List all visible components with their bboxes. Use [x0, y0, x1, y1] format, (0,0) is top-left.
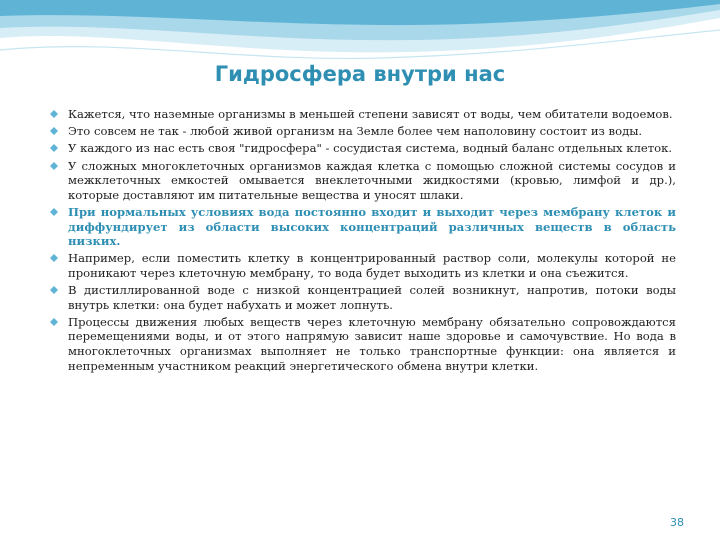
bullet-text: Процессы движения любых веществ через клеточную мембрану обязательно сопровождаются перемещениями воды, и от этого напрямую зависит наше здоровье и самочувствие. Но вода в многоклеточных организмах выполняет не только транспортные функции: она является и непременным участником реакций энергетического обмена внутри клетки. — [68, 314, 676, 373]
bullet-diamond-icon — [50, 144, 58, 152]
bullet-text: При нормальных условиях вода постоянно входит и выходит через мембрану клеток и диффундирует из области высоких концентраций различных веществ в область низких. — [68, 204, 676, 249]
bullet-item — [46, 315, 676, 373]
page-number: 38 — [670, 516, 684, 529]
bullet-text: В дистиллированной воде с низкой концентрацией солей возникнут, напротив, потоки воды внутрь клетки: она будет набухать и может лопнуть. — [68, 283, 676, 312]
bullet-text: У сложных многоклеточных организмов каждая клетка с помощью сложной системы сосудов и межклеточных емкостей омывается внеклеточными жидкостями (кровью, лимфой и др.), которые доставляют им питательные вещества и уносят шлаки. — [68, 158, 676, 202]
bullet-list — [46, 107, 676, 376]
bullet-item — [46, 283, 676, 312]
bullet-item — [46, 205, 676, 249]
bullet-text: Кажется, что наземные организмы в меньшей степени зависят от воды, чем обитатели водоемов. — [68, 107, 673, 121]
header-wave-decoration — [0, 0, 720, 110]
bullet-diamond-icon — [50, 318, 58, 326]
bullet-diamond-icon — [50, 208, 58, 216]
bullet-text: Например, если поместить клетку в концентрированный раствор соли, молекулы которой не проникают через клеточную мембрану, то вода будет выходить из клетки и она съежится. — [68, 251, 676, 280]
bullet-item — [46, 107, 676, 122]
bullet-item — [46, 124, 676, 139]
bullet-diamond-icon — [50, 254, 58, 262]
bullet-item — [46, 141, 676, 156]
bullet-item — [46, 159, 676, 203]
bullet-item — [46, 251, 676, 280]
bullet-diamond-icon — [50, 110, 58, 118]
slide-title: Гидросфера внутри нас — [214, 62, 506, 86]
bullet-diamond-icon — [50, 162, 58, 170]
bullet-text: У каждого из нас есть своя "гидросфера" - сосудистая система, водный баланс отдельных клеток. — [68, 141, 673, 156]
bullet-diamond-icon — [50, 286, 58, 294]
bullet-text: Это совсем не так - любой живой организм на Земле более чем наполовину состоит из воды. — [68, 124, 643, 139]
bullet-diamond-icon — [50, 127, 58, 135]
